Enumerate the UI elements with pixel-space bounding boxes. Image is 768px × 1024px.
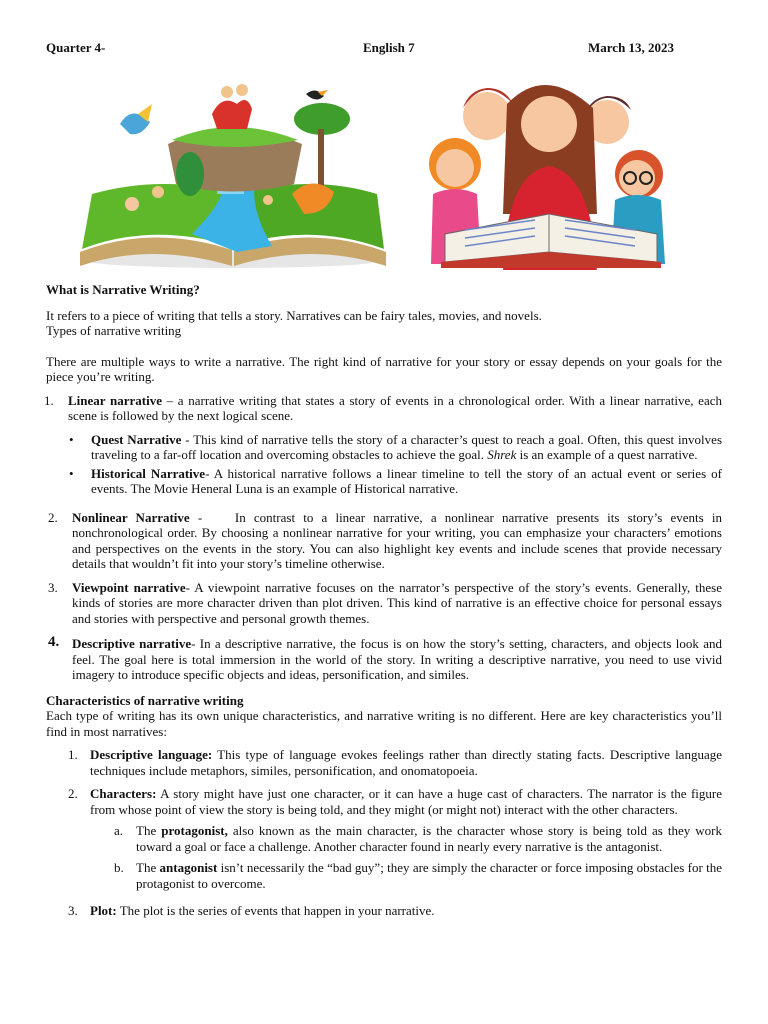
list-letter: b. — [114, 860, 124, 875]
bullet-icon: • — [69, 465, 74, 481]
characteristic-term: Characters: — [90, 786, 157, 801]
document-body — [44, 282, 726, 927]
type-descriptive — [46, 636, 722, 683]
list-number: 1. — [68, 747, 78, 762]
section-title-characteristics: Characteristics of narrative writing — [46, 692, 244, 708]
subtype-term: Historical Narrative — [91, 465, 206, 481]
page-header — [46, 40, 688, 56]
role-text: isn’t necessarily the “bad guy”; they are simply the character or force imposing obstacles for the protagonist to overcome. — [136, 860, 722, 891]
section-title-narrative: What is Narrative Writing? — [46, 282, 200, 297]
subtype-term: Quest Narrative — [91, 431, 182, 447]
role-prefix: The — [136, 823, 162, 838]
list-number: 1. — [44, 392, 54, 408]
role-antagonist — [114, 860, 722, 891]
subtype-list — [68, 432, 722, 497]
type-linear — [46, 393, 722, 424]
type-text: - A viewpoint narrative focuses on the narrator’s perspective of the story’s events. Generally, these kinds of stories are more character driven than plot driven. This kind of narrative is an effective choice for personal essays and stories with perspective and personal growth themes. — [72, 579, 722, 626]
characteristics-intro: Each type of writing has its own unique characteristics, and narrative writing is no different. Here are key characteristics you’ll find in most narratives: — [46, 708, 722, 739]
list-number: 3. — [48, 579, 58, 595]
type-term: Viewpoint narrative — [72, 579, 186, 595]
subtype-italic: Shrek — [487, 447, 517, 462]
characteristic-text: This type of language evokes feelings rather than directly stating facts. Descriptive language techniques include metaphors, similes, personification, and onomatopoeia. — [90, 747, 722, 778]
type-nonlinear — [46, 509, 726, 572]
characteristic-characters — [68, 786, 722, 817]
characteristic-text: A story might have just one character, or it can have a huge cast of characters. The narrator is the figure from whose point of view the story is being told, and they might (or might not) interact with the other characters. — [90, 786, 722, 817]
role-text: also known as the main character, is the character whose story is being told as they work toward a goal or face a challenge. Another character found in nearly every narrative is the antagonist. — [136, 823, 723, 854]
type-term: Linear narrative — [68, 392, 162, 408]
bullet-icon: • — [69, 431, 74, 447]
list-number: 2. — [48, 509, 58, 525]
intro-paragraph-2: Types of narrative writing — [46, 323, 182, 338]
date-label: March 13, 2023 — [588, 40, 675, 55]
subtype-quest — [68, 432, 722, 463]
subtype-text: - This kind of narrative tells the story of a character’s quest to reach a goal. Often, this quest involves traveling to a far-off location and overcoming obstacles to achieve the goal. — [91, 431, 723, 462]
list-number: 4. — [48, 634, 60, 650]
subject-label: English 7 — [363, 40, 415, 55]
intro-paragraph-1: It refers to a piece of writing that tells a story. Narratives can be fairy tales, movies, and novels. — [46, 307, 542, 323]
characteristic-term: Plot: — [90, 903, 117, 918]
characteristic-descriptive-language — [68, 747, 722, 778]
quarter-label: Quarter 4- — [46, 40, 106, 55]
type-text: – a narrative writing that states a story of events in a chronological order. With a linear narrative, each scene is followed by the next logical scene. — [68, 392, 722, 423]
type-term: Descriptive narrative — [72, 636, 192, 651]
role-protagonist — [114, 823, 722, 854]
role-term: protagonist, — [161, 823, 228, 838]
type-term: Nonlinear Narrative — [72, 509, 190, 525]
list-number: 3. — [68, 903, 78, 918]
characteristic-text: The plot is the series of events that happen in your narrative. — [116, 903, 435, 918]
characteristic-term: Descriptive language: — [90, 747, 213, 762]
subtype-text: - A historical narrative follows a linear timeline to tell the story of an actual event or series of events. The Movie Heneral Luna is an example of Historical narrative. — [91, 465, 723, 496]
characteristic-plot — [68, 903, 722, 919]
character-roles-list — [114, 823, 722, 891]
type-viewpoint — [46, 580, 722, 627]
reading-teacher-illustration — [425, 74, 675, 270]
list-number: 2. — [68, 786, 78, 801]
type-text: - In a descriptive narrative, the focus is on how the story’s setting, characters, and objects look and feel. The goal here is total immersion in the world of the story. In writing a descriptive narrative, you need to use vivid imagery to introduce specific objects and ideas, personification, and similes. — [72, 636, 723, 682]
subtype-historical — [68, 466, 722, 497]
role-term: antagonist — [159, 860, 218, 875]
type-text: - In contrast to a linear narrative, a nonlinear narrative presents its story’s events in nonchronological order. By choosing a nonlinear narrative for your writing, you can emphasize your characters’ emotions and perspectives on the events in the story. You can also highlight key events and include scenes that provide necessary details that wouldn’t fit into your story’s timeline otherwise. — [72, 509, 726, 571]
characteristics-list — [68, 747, 722, 919]
list-letter: a. — [114, 823, 124, 838]
role-prefix: The — [136, 860, 160, 875]
intro-paragraph-3: There are multiple ways to write a narrative. The right kind of narrative for your story or essay depends on your goals for the piece you’re writing. — [46, 353, 722, 384]
storybook-illustration — [72, 74, 394, 270]
subtype-text-end: is an example of a quest narrative. — [516, 447, 698, 462]
